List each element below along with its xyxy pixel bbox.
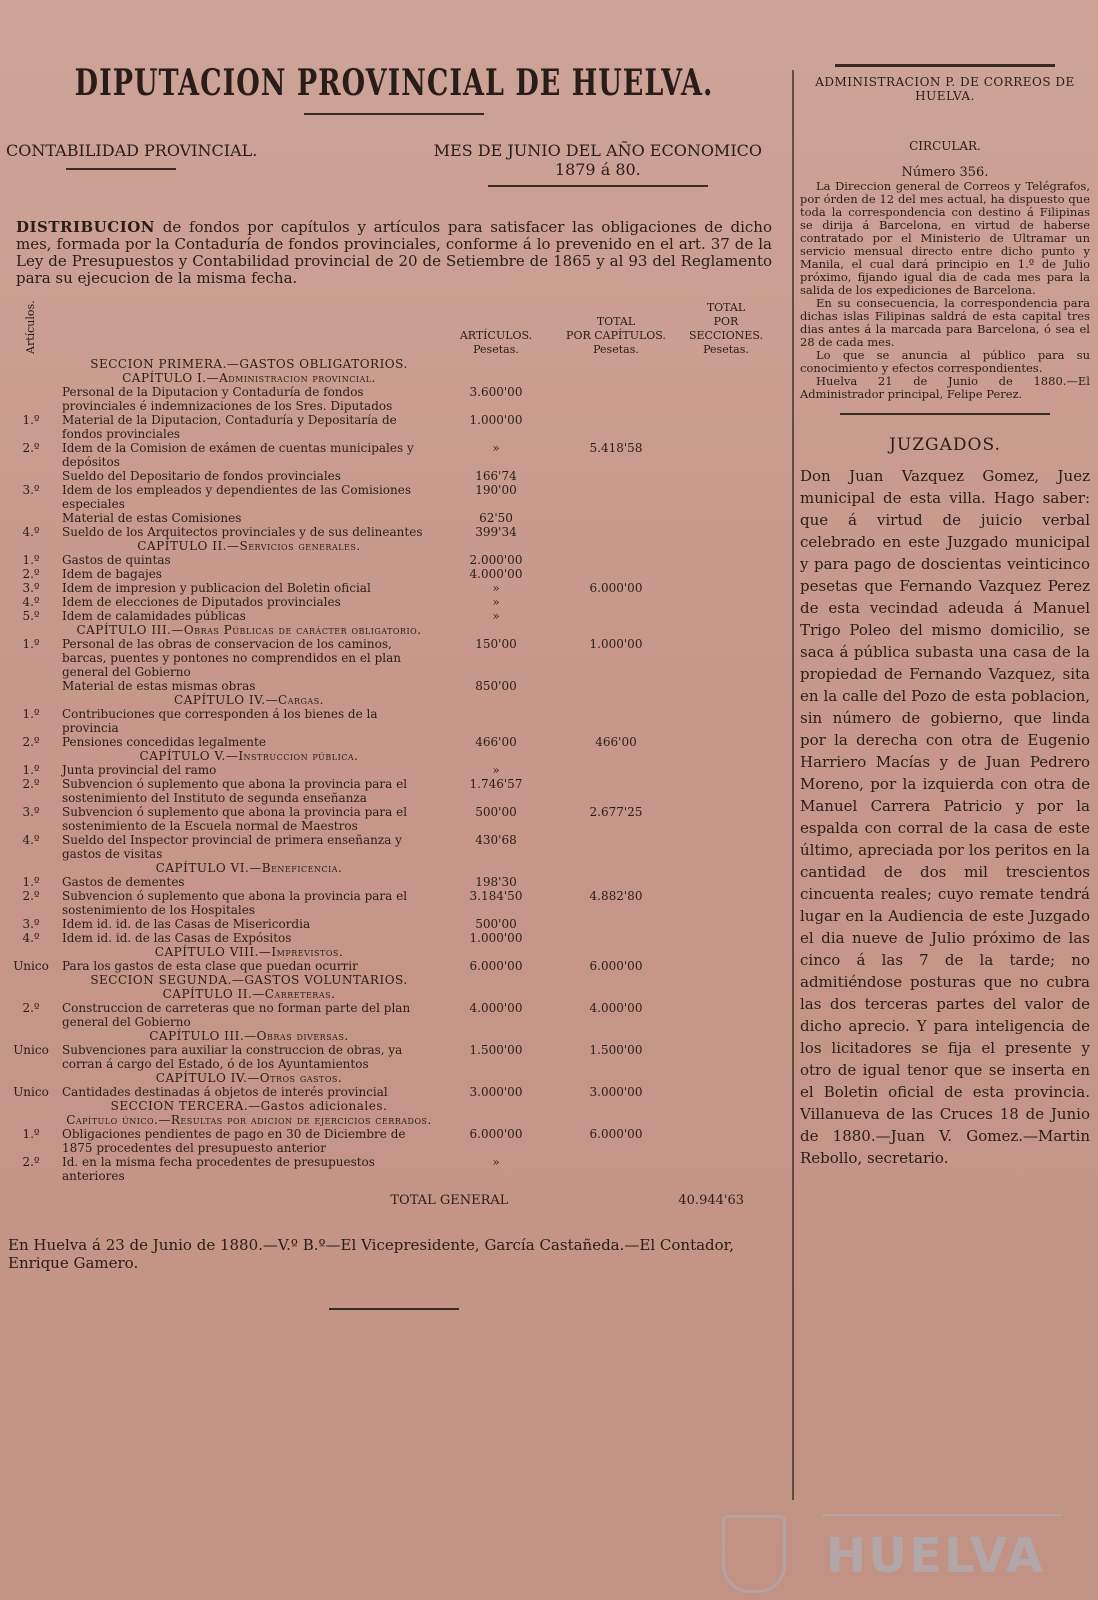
chapter-total (556, 707, 676, 735)
amount: 190'00 (475, 483, 517, 497)
concept: Junta provincial del ramo (62, 763, 217, 777)
total-row (6, 1193, 782, 1208)
article-number: 2.º (22, 441, 40, 455)
concept: CAPÍTULO IV.—Otros gastos. (155, 1071, 343, 1085)
amount: » (492, 609, 500, 623)
concept: CAPÍTULO VI.—Beneficencia. (155, 861, 343, 875)
concept: Capítulo único.—Resultas por adicion de ejercicios cerrados. (66, 1113, 432, 1127)
amount (436, 1071, 556, 1085)
section-total (676, 931, 776, 945)
article-number: 1.º (22, 553, 40, 567)
amount (436, 861, 556, 875)
section-total (676, 917, 776, 931)
section-total (676, 441, 776, 469)
article-number: 3.º (22, 805, 40, 819)
section-total (676, 581, 776, 595)
table-row (6, 777, 782, 805)
concept: Idem de los empleados y dependientes de las Comisiones especiales (62, 483, 412, 511)
chapter-heading-row (6, 749, 782, 763)
table-row (6, 469, 782, 483)
article-number (6, 861, 56, 875)
correos-heading: ADMINISTRACION P. DE CORREOS DE HUELVA. (815, 75, 1075, 103)
chapter-total (556, 945, 676, 959)
amount: 1.000'00 (469, 413, 523, 427)
section-total (676, 875, 776, 889)
table-row (6, 707, 782, 735)
section-total (676, 1155, 776, 1183)
section-total (676, 1001, 776, 1029)
article-number: 5.º (22, 609, 40, 623)
chapter-total: 4.882'80 (589, 889, 643, 903)
chapter-heading-row (6, 1071, 782, 1085)
concept: Idem id. id. de las Casas de Expósitos (62, 931, 292, 945)
table-row (6, 553, 782, 567)
chapter-heading-row (6, 1113, 782, 1127)
column-divider (792, 70, 794, 1500)
concept: Idem de calamidades públicas (62, 609, 246, 623)
concept: Subvencion ó suplemento que abona la provincia para el sostenimiento del Instituto de segunda enseñanza (62, 777, 408, 805)
amount: 1.746'57 (469, 777, 523, 791)
chapter-total: 6.000'00 (589, 959, 643, 973)
chapter-total (556, 987, 676, 1001)
chapter-total (556, 539, 676, 553)
section-total (676, 567, 776, 581)
table-row (6, 525, 782, 539)
circular-heading: CIRCULAR. (909, 139, 981, 153)
juzgados-heading: JUZGADOS. (889, 435, 1001, 455)
concept: CAPÍTULO II.—Carreteras. (162, 987, 336, 1001)
article-number (6, 679, 56, 693)
chapter-total: 5.418'58 (589, 441, 643, 455)
section-heading-row (6, 357, 782, 371)
table-row (6, 889, 782, 917)
col-secciones: TOTAL POR SECCIONES. Pesetas. (688, 301, 764, 356)
chapter-total: 466'00 (595, 735, 637, 749)
chapter-heading-row (6, 1029, 782, 1043)
amount: 500'00 (475, 917, 517, 931)
concept: Subvencion ó suplemento que abona la provincia para el sostenimiento de los Hospitales (62, 889, 408, 917)
section-total (676, 945, 776, 959)
section-total (676, 889, 776, 917)
article-number: 2.º (22, 1001, 40, 1015)
chapter-total (556, 525, 676, 539)
chapter-total (556, 1099, 676, 1113)
article-number: 1.º (22, 1127, 40, 1141)
concept: Idem de la Comision de exámen de cuentas municipales y depósitos (62, 441, 414, 469)
amount: 399'34 (475, 525, 517, 539)
chapter-total (556, 371, 676, 385)
contabilidad-heading: CONTABILIDAD PROVINCIAL. (6, 141, 257, 187)
table-header (6, 297, 782, 357)
concept: Idem de elecciones de Diputados provinciales (62, 595, 341, 609)
header-row (6, 141, 782, 187)
concept: CAPÍTULO III.—Obras diversas. (149, 1029, 349, 1043)
article-number (6, 693, 56, 707)
concept: Sueldo de los Arquitectos provinciales y de sus delineantes (62, 525, 423, 539)
circular-paragraph: En su consecuencia, la correspondencia para dichas islas Filipinas saldrá de esta capital tres dias antes á la marcada para Barcelona, ó sea el 28 de cada mes. (800, 296, 1090, 349)
table-row (6, 609, 782, 623)
amount: 4.000'00 (469, 1001, 523, 1015)
table-row (6, 763, 782, 777)
section-total (676, 1127, 776, 1155)
circular-paragraph: Lo que se anuncia al público para su conocimiento y efectos correspondientes. (800, 348, 1090, 375)
amount: 4.000'00 (469, 567, 523, 581)
article-number: 1.º (22, 707, 40, 721)
article-number: 3.º (22, 483, 40, 497)
article-number (6, 385, 56, 413)
amount (436, 1099, 556, 1113)
table-row (6, 917, 782, 931)
total-label: TOTAL GENERAL (390, 1193, 509, 1208)
concept: Idem de impresion y publicacion del Boletin oficial (62, 581, 371, 595)
article-number: 1.º (22, 763, 40, 777)
chapter-heading-row (6, 623, 782, 637)
amount (436, 945, 556, 959)
article-number: 4.º (22, 931, 40, 945)
amount (436, 973, 556, 987)
col-articulos: ARTÍCULOS. Pesetas. (459, 329, 533, 356)
article-number: Unico (13, 959, 49, 973)
concept: CAPÍTULO II.—Servicios generales. (137, 539, 361, 553)
article-number (6, 749, 56, 763)
article-number (6, 469, 56, 483)
concept: Personal de la Diputacion y Contaduría de fondos provinciales é indemnizaciones de los Sres. Diputados (62, 385, 393, 413)
chapter-total (556, 693, 676, 707)
article-number: 1.º (22, 413, 40, 427)
article-number: 3.º (22, 917, 40, 931)
chapter-total: 2.677'25 (589, 805, 643, 819)
article-number (6, 987, 56, 1001)
chapter-total (556, 553, 676, 567)
main-column (6, 50, 782, 1310)
concept: Sueldo del Depositario de fondos provinciales (62, 469, 341, 483)
watermark-logo: HUELVA (826, 1528, 1045, 1584)
table-row (6, 567, 782, 581)
section-total (676, 1029, 776, 1043)
article-number: 2.º (22, 777, 40, 791)
chapter-total (556, 413, 676, 441)
concept: SECCION SEGUNDA.—GASTOS VOLUNTARIOS. (90, 973, 408, 987)
chapter-total: 4.000'00 (589, 1001, 643, 1015)
article-number: Unico (13, 1085, 49, 1099)
concept: Personal de las obras de conservacion de los caminos, barcas, puentes y pontones no comprendidos en el plan general del Gobierno (62, 637, 401, 679)
concept: Cantidades destinadas á objetos de interés provincial (62, 1085, 388, 1099)
section-total (676, 693, 776, 707)
concept: CAPÍTULO VIII.—Imprevistos. (154, 945, 344, 959)
section-total (676, 357, 776, 371)
section-total (676, 707, 776, 735)
article-number (6, 1029, 56, 1043)
chapter-total: 1.000'00 (589, 637, 643, 651)
article-number: 2.º (22, 735, 40, 749)
article-number: 2.º (22, 1155, 40, 1169)
amount: 2.000'00 (469, 553, 523, 567)
chapter-heading-row (6, 987, 782, 1001)
chapter-total (556, 833, 676, 861)
section-total (676, 763, 776, 777)
amount: 3.600'00 (469, 385, 523, 399)
chapter-total (556, 763, 676, 777)
article-number: 3.º (22, 581, 40, 595)
table-row (6, 1043, 782, 1071)
chapter-total (556, 469, 676, 483)
amount (436, 1113, 556, 1127)
amount: 3.000'00 (469, 1085, 523, 1099)
amount: 62'50 (479, 511, 513, 525)
section-total (676, 609, 776, 623)
amount: » (492, 441, 500, 455)
table-row (6, 483, 782, 511)
amount (436, 987, 556, 1001)
chapter-total (556, 385, 676, 413)
chapter-total (556, 511, 676, 525)
concept: Material de la Diputacion, Contaduría y Depositaría de fondos provinciales (62, 413, 397, 441)
amount: 150'00 (475, 637, 517, 651)
amount (436, 749, 556, 763)
concept: SECCION TERCERA.—Gastos adicionales. (110, 1099, 388, 1113)
table-row (6, 735, 782, 749)
table-row (6, 385, 782, 413)
concept: Idem id. id. de las Casas de Misericordia (62, 917, 311, 931)
chapter-total (556, 1071, 676, 1085)
chapter-total (556, 861, 676, 875)
amount (436, 371, 556, 385)
concept: Para los gastos de esta clase que puedan ocurrir (62, 959, 358, 973)
concept: Gastos de quintas (62, 553, 171, 567)
table-row (6, 637, 782, 679)
amount (436, 357, 556, 371)
table-row (6, 833, 782, 861)
section-heading-row (6, 973, 782, 987)
concept: Subvenciones para auxiliar la construccion de obras, ya corran á cargo del Estado, ó de los Ayuntamientos (62, 1043, 403, 1071)
table-row (6, 1001, 782, 1029)
concept: Gastos de dementes (62, 875, 185, 889)
article-number (6, 973, 56, 987)
amount: 1.500'00 (469, 1043, 523, 1057)
section-total (676, 735, 776, 749)
amount: 1.000'00 (469, 931, 523, 945)
article-number (6, 1099, 56, 1113)
section-total (676, 973, 776, 987)
chapter-total (556, 567, 676, 581)
section-total (676, 777, 776, 805)
section-total (676, 469, 776, 483)
sidebar (800, 64, 1090, 1169)
concept: CAPÍTULO IV.—Cargas. (174, 693, 324, 707)
article-number: 4.º (22, 833, 40, 847)
section-total (676, 623, 776, 637)
intro-paragraph: DISTRIBUCION de fondos por capítulos y artículos para satisfacer las obligaciones de dicho mes, formada por la Contaduría de fondos provinciales, conforme á lo prevenido en el art. 37 de la Ley de Presupuestos y Contabilidad provincial de 20 de Setiembre de 1865 y al 93 del Reglamento para su ejecucion de la misma fecha. (16, 218, 772, 287)
page-title: DIPUTACION PROVINCIAL DE HUELVA. (74, 62, 714, 105)
chapter-total (556, 917, 676, 931)
amount: » (492, 581, 500, 595)
article-number (6, 623, 56, 637)
section-total (676, 833, 776, 861)
section-heading-row (6, 1099, 782, 1113)
circular-paragraph: La Direccion general de Correos y Telégrafos, por órden de 12 del mes actual, ha dispuesto que toda la correspondencia con destino á Filipinas se dirija á Barcelona, en virtud de haberse contratado por el Ministerio de Ultramar un servicio mensual directo entre dicho punto y Manila, el cual dará principio en 1.º de Julio próximo, fijando igual dia de cada mes para la salida de los expediciones de Barcelona. (800, 179, 1090, 297)
chapter-heading-row (6, 371, 782, 385)
concept: Sueldo del Inspector provincial de primera enseñanza y gastos de visitas (62, 833, 402, 861)
col-capitulos: TOTAL POR CAPÍTULOS. Pesetas. (566, 315, 666, 356)
chapter-total (556, 1155, 676, 1183)
article-number (6, 1113, 56, 1127)
table-body (6, 357, 782, 1183)
amount (436, 623, 556, 637)
chapter-total (556, 595, 676, 609)
table-row (6, 595, 782, 609)
section-total (676, 511, 776, 525)
amount: 466'00 (475, 735, 517, 749)
article-number (6, 371, 56, 385)
concept: Pensiones concedidas legalmente (62, 735, 266, 749)
section-total (676, 371, 776, 385)
amount: » (492, 1155, 500, 1169)
watermark-seal-icon (722, 1515, 786, 1593)
article-number: 2.º (22, 889, 40, 903)
concept: CAPÍTULO I.—Administracion provincial. (122, 371, 376, 385)
table-row (6, 1127, 782, 1155)
article-number: 2.º (22, 567, 40, 581)
section-total (676, 987, 776, 1001)
concept: Id. en la misma fecha procedentes de presupuestos anteriores (62, 1155, 375, 1183)
chapter-total (556, 777, 676, 805)
amount: 6.000'00 (469, 959, 523, 973)
amount: 850'00 (475, 679, 517, 693)
chapter-total (556, 1029, 676, 1043)
chapter-total (556, 931, 676, 945)
section-total (676, 1071, 776, 1085)
concept: Material de estas mismas obras (62, 679, 256, 693)
concept: CAPÍTULO III.—Obras Públicas de carácter obligatorio. (76, 623, 422, 637)
section-total (676, 525, 776, 539)
article-number (6, 539, 56, 553)
concept: Idem de bagajes (62, 567, 162, 581)
table-row (6, 931, 782, 945)
amount: » (492, 595, 500, 609)
section-total (676, 1085, 776, 1099)
concept: SECCION PRIMERA.—GASTOS OBLIGATORIOS. (90, 357, 408, 371)
section-total (676, 679, 776, 693)
article-number: 1.º (22, 875, 40, 889)
section-total (676, 553, 776, 567)
table-row (6, 959, 782, 973)
article-number (6, 511, 56, 525)
month-heading: MES DE JUNIO DEL AÑO ECONOMICO 1879 á 80. (434, 141, 782, 187)
chapter-total (556, 357, 676, 371)
amount: 166'74 (475, 469, 517, 483)
amount: » (492, 763, 500, 777)
article-number: 1.º (22, 637, 40, 651)
amount (436, 707, 556, 735)
section-total (676, 959, 776, 973)
chapter-total (556, 973, 676, 987)
budget-table (6, 297, 782, 1183)
section-total (676, 595, 776, 609)
chapter-total (556, 679, 676, 693)
juzgados-text: Don Juan Vazquez Gomez, Juez municipal de esta villa. Hago saber: que á virtud de juicio verbal celebrado en este Juzgado municipal y para pago de doscientas veinticinco pesetas que Fernando Vazquez Perez de esta vecindad adeuda á Manuel Trigo Poleo del mismo domicilio, se saca á pública subasta una casa de la propiedad de Fernando Vazquez, sita en la calle del Pozo de esta poblacion, sin número de gobierno, que linda por la derecha con otra de Eugenio Harriero Macías y de Juan Pedrero Moreno, por la izquierda con otra de Manuel Carrera Patricio y por la espalda con corral de la casa de este último, apreciada por los peritos en la cantidad de dos mil trescientos cincuenta reales; cuyo remate tendrá lugar en la Audiencia de este Juzgado el dia nueve de Julio próximo de las cinco á las 7 de la tarde; no admitiéndose posturas que no cubra las dos terceras partes del valor de dicho aprecio. Y para inteligencia de los licitadores se fija el presente y otro de igual tenor que se inserta en el Boletin oficial de esta provincia. Villanueva de las Cruces 18 de Junio de 1880.—Juan V. Gomez.—Martin Rebollo, secretario. (800, 467, 1091, 1167)
concept: Subvencion ó suplemento que abona la provincia para el sostenimiento de la Escuela normal de Maestros (62, 805, 408, 833)
article-number (6, 357, 56, 371)
article-number (6, 945, 56, 959)
circular-number: Número 356. (901, 165, 989, 180)
concept: CAPÍTULO V.—Instruccion pública. (139, 749, 359, 763)
section-total (676, 805, 776, 833)
table-row (6, 413, 782, 441)
chapter-total: 6.000'00 (589, 581, 643, 595)
chapter-total (556, 875, 676, 889)
section-total (676, 637, 776, 679)
section-total (676, 483, 776, 511)
title-rule (304, 113, 484, 115)
section-total (676, 1113, 776, 1127)
section-total (676, 1043, 776, 1071)
article-number: Unico (13, 1043, 49, 1057)
amount: 198'30 (475, 875, 517, 889)
chapter-heading-row (6, 693, 782, 707)
table-row (6, 805, 782, 833)
table-row (6, 1155, 782, 1183)
amount: 6.000'00 (469, 1127, 523, 1141)
table-row (6, 511, 782, 525)
amount (436, 539, 556, 553)
section-total (676, 539, 776, 553)
section-total (676, 413, 776, 441)
table-row (6, 875, 782, 889)
table-row (6, 441, 782, 469)
chapter-total: 1.500'00 (589, 1043, 643, 1057)
table-row (6, 1085, 782, 1099)
section-total (676, 861, 776, 875)
amount: 430'68 (475, 833, 517, 847)
concept: Material de estas Comisiones (62, 511, 242, 525)
chapter-heading-row (6, 945, 782, 959)
concept: Obligaciones pendientes de pago en 30 de Diciembre de 1875 procedentes del presupuesto anterior (62, 1127, 406, 1155)
table-row (6, 679, 782, 693)
article-number: 4.º (22, 525, 40, 539)
amount (436, 1029, 556, 1043)
chapter-total (556, 1113, 676, 1127)
chapter-total: 3.000'00 (589, 1085, 643, 1099)
chapter-total: 6.000'00 (589, 1127, 643, 1141)
chapter-total (556, 609, 676, 623)
chapter-total (556, 749, 676, 763)
chapter-total (556, 623, 676, 637)
chapter-heading-row (6, 539, 782, 553)
col-articulos-number: Artículos. (24, 300, 37, 354)
amount: 500'00 (475, 805, 517, 819)
section-total (676, 385, 776, 413)
total-value: 40.944'63 (678, 1193, 744, 1208)
concept: Construccion de carreteras que no forman parte del plan general del Gobierno (62, 1001, 411, 1029)
section-total (676, 1099, 776, 1113)
amount (436, 693, 556, 707)
section-total (676, 749, 776, 763)
chapter-heading-row (6, 861, 782, 875)
article-number: 4.º (22, 595, 40, 609)
amount: 3.184'50 (469, 889, 523, 903)
footer-signature: En Huelva á 23 de Junio de 1880.—V.º B.º—El Vicepresidente, García Castañeda.—El Contador, Enrique Gamero. (8, 1236, 734, 1272)
circular-paragraph: Huelva 21 de Junio de 1880.—El Administrador principal, Felipe Perez. (800, 374, 1090, 401)
article-number (6, 1071, 56, 1085)
table-row (6, 581, 782, 595)
concept: Contribuciones que corresponden á los bienes de la provincia (62, 707, 378, 735)
chapter-total (556, 483, 676, 511)
